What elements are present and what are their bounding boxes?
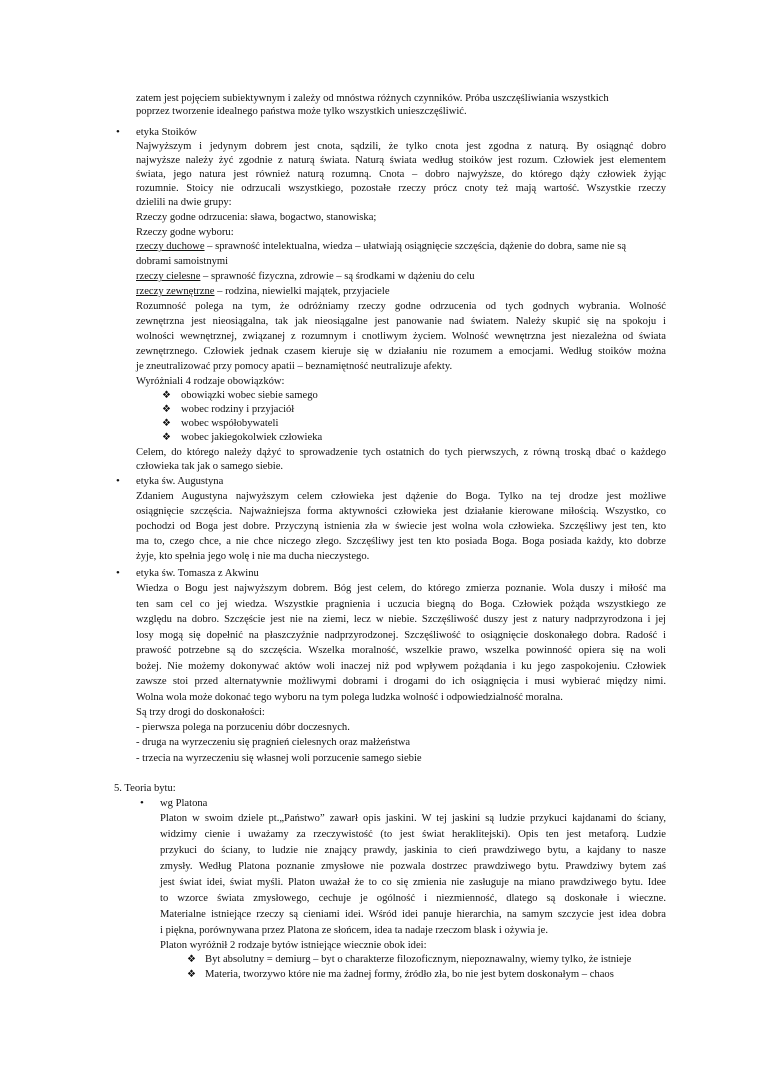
stoic-chosen-things: Rzeczy godne wyboru: (136, 227, 234, 238)
intro-line: poprzez tworzenie idealnego państwa może tylko wszystkich unieszczęśliwić. (136, 106, 467, 117)
plato-line: i piękna, porównywana przez Platona ze słońcem, idea ta nadaje rzeczom blask i ożywia je. (160, 925, 548, 936)
intro-line: zatem jest pojęciem subiektywnym i zależy od mnóstwa różnych czynników. Próba uszczęśliwiania wszystkich (136, 93, 609, 104)
duty-item: obowiązki wobec siebie samego (181, 390, 318, 401)
external-desc: – rodzina, niewielki majątek, przyjaciele (214, 286, 390, 297)
stoic-rejected-things: Rzeczy godne odrzucenia: sława, bogactwo, stanowiska; (136, 212, 377, 223)
aquinas-paths-intro: Są trzy drogi do doskonałości: (136, 707, 265, 718)
bullet-icon: • (116, 567, 120, 579)
stoic-paragraph2-line: Rozumność polega na tym, że odróżniamy rzeczy godne odrzucenia od tych godnych wybrania. Wolność (136, 301, 666, 312)
duty-item: wobec współobywateli (181, 418, 279, 429)
stoic-paragraph-line: świata, jego natura jest również naturą rozumną. Cnota – dobro najwyższe, do którego dąży człowiek żyjąc (136, 169, 666, 180)
stoic-paragraph-line: dzielili na dwie grupy: (136, 197, 232, 208)
diamond-bullet-icon: ❖ (187, 969, 196, 980)
section-heading-aquinas: etyka św. Tomasza z Akwinu (136, 568, 259, 579)
spiritual-term: rzeczy duchowe (136, 241, 205, 252)
plato-type-item: Materia, tworzywo które nie ma żadnej formy, źródło zła, bo nie jest bytem doskonałym – chaos (205, 969, 614, 980)
aquinas-line: prawość potrzebne są do szczęścia. Wszelka moralność, wszelkie prawo, wszelka powinność opiera się na woli (136, 645, 666, 656)
stoic-spiritual-continued: dobrami samoistnymi (136, 256, 229, 267)
stoic-paragraph-line: Najwyższym i jedynym dobrem jest cnota, sądzili, że tylko cnota jest zgodna z naturą. By osiągnąć dobro (136, 141, 666, 152)
external-term: rzeczy zewnętrzne (136, 286, 215, 297)
diamond-bullet-icon: ❖ (162, 390, 171, 401)
section-heading-stoic: etyka Stoików (136, 127, 197, 138)
aquinas-line: ten sam cel co jej wiedza. Wszystkie pragnienia i uczucia biegną do Boga. Człowiek pożąda wszystkiego ze (136, 599, 666, 610)
aquinas-path: - druga na wyrzeczeniu się pragnień cielesnych oraz małżeństwa (136, 737, 411, 748)
aquinas-line: Wiedza o Bogu jest najwyższym dobrem. Bóg jest celem, do którego zmierza poznanie. Wola duszy i miłość ma (136, 583, 666, 594)
stoic-closing-line: człowieka tak jak o samego siebie. (136, 461, 284, 472)
bullet-icon: • (116, 475, 120, 487)
aquinas-line: losy mogą się dopełnić na płaszczyźnie nadprzyrodzonej. Szczęśliwość to osiągnięcie doskonałego dobra. Radość i (136, 630, 666, 641)
aquinas-line: Wolna wola może dokonać tego wyboru na tym polega ludzka wolność i odpowiedzialność moralna. (136, 692, 563, 703)
stoic-paragraph-line: najwyższe należy żyć zgodnie z naturą świata. Naturą świata według stoików jest rozum. Człowiek jest elementem (136, 155, 666, 166)
aquinas-path: - trzecia na wyrzeczeniu się własnej woli porzucenie samego siebie (136, 753, 422, 764)
plato-line: jest świat idei, świat myśli. Platon uważał że to co się zmienia nie zasługuje na miano prawdziwego bytu. Idee (160, 877, 666, 888)
section-sub-plato: wg Platona (160, 798, 208, 809)
plato-line: to wzorce świata zmysłowego, cechuje je ogólność i niezmienność, dlatego są doskonałe i wieczne. (160, 893, 666, 904)
plato-line: Materialne istniejące rzeczy są cieniami idei. Wśród idei panuje hierarchia, na samym szczycie jest idea dobra (160, 909, 666, 920)
plato-line: zmysły. Według Platona poznanie zmysłowe nie pozwala dostrzec prawdziwego bytu. Prawdziwy bytem zaś (160, 861, 666, 872)
stoic-spiritual-things (136, 240, 626, 253)
bullet-icon: • (116, 126, 120, 138)
duty-item: wobec rodziny i przyjaciół (181, 404, 295, 415)
stoic-paragraph2-line: je zneutralizować przy pomocy apatii – beznamiętność neutralizuje afekty. (136, 361, 453, 372)
aquinas-path: - pierwsza polega na porzuceniu dóbr doczesnych. (136, 722, 350, 733)
augustine-line: pochodzi od Boga jest dobre. Przyczyną istnienia zła w świecie jest wolna wola człowieka. Szczęśliwy jest ten, kto (136, 521, 666, 532)
diamond-bullet-icon: ❖ (162, 418, 171, 429)
augustine-line: osiągnięcie szczęścia. Najważniejsza forma aktywności człowieka jest działanie kierowane miłością. Wszystko, co (136, 506, 666, 517)
diamond-bullet-icon: ❖ (162, 432, 171, 443)
stoic-external-things (136, 285, 390, 298)
plato-line: widzimy cienie i uważamy za rzeczywistość (to jest świat heraklitejski). Opis ten jest metaforą. Ludzie (160, 829, 666, 840)
section-title-theory-of-being: 5. Teoria bytu: (114, 783, 176, 794)
aquinas-line: bożej. Nie możemy dokonywać aktów woli inaczej niż pod wpływem pożądania i ku jego zaspokojeniu. Człowiek (136, 661, 666, 672)
stoic-paragraph2-line: zewnętrznego. Człowiek jednak czasem kieruje się w działaniu nie rozumem a emocjami. Według stoików można (136, 346, 666, 357)
bullet-icon: • (140, 797, 144, 809)
stoic-paragraph-line: rozumnie. Stoicy nie odrzucali wszystkiego, pozostałe rzeczy prócz cnoty też mają wartość. Wszystkie rzeczy (136, 183, 666, 194)
bodily-term: rzeczy cielesne (136, 271, 201, 282)
diamond-bullet-icon: ❖ (162, 404, 171, 415)
stoic-closing-line: Celem, do którego należy dążyć to sprowadzenie tych ostatnich do tych pierwszych, z równą troską dbać o każdego (136, 447, 666, 458)
plato-line: przykuci do ściany, to ludzie nie znający prawdy, jaskinia to cień prawdziwego bytu, a kajdany to nasze (160, 845, 666, 856)
stoic-bodily-things (136, 270, 475, 283)
plato-type-item: Byt absolutny = demiurg – byt o charakterze filozoficznym, niepoznawalny, wiemy tylko, że istnieje (205, 954, 632, 965)
diamond-bullet-icon: ❖ (187, 954, 196, 965)
duty-item: wobec jakiegokolwiek człowieka (181, 432, 323, 443)
aquinas-line: względu na dobro. Szczęście jest nie na ziemi, lecz w niebie. Szczęśliwość duszy jest z natury nadprzyrodzona i jej (136, 614, 666, 625)
augustine-line: Zdaniem Augustyna najwyższym celem człowieka jest dążenie do Boga. Tylko na tej drodze jest możliwe (136, 491, 666, 502)
stoic-paragraph2-line: zewnętrzna jest nieosiągalna, tak jak nieosiągalne jest panowanie nad światem. Należy skupić się na spokoju i (136, 316, 666, 327)
plato-types-intro: Platon wyróżnił 2 rodzaje bytów istniejące wiecznie obok idei: (160, 940, 427, 951)
stoic-duties-intro: Wyróżniali 4 rodzaje obowiązków: (136, 376, 285, 387)
section-heading-augustine: etyka św. Augustyna (136, 476, 224, 487)
bodily-desc: – sprawność fizyczna, zdrowie – są środkami w dążeniu do celu (200, 271, 475, 282)
plato-line: Platon w swoim dziele pt.„Państwo” zawarł opis jaskini. W tej jaskini są ludzie przykuci kajdanami do ściany, (160, 813, 666, 824)
stoic-paragraph2-line: wolności wewnętrznej, związanej z rozumnym i cnotliwym życiem. Wolność wewnętrzna jest niezależna od świata (136, 331, 666, 342)
aquinas-line: zawsze stoi przed alternatywnie możliwymi dobrami i drogami do ich osiągnięcia i musi wybierać między nimi. (136, 676, 666, 687)
spiritual-desc: – sprawność intelektualna, wiedza – ułatwiają osiągnięcie szczęścia, dążenie do dobra, same nie są (204, 241, 627, 252)
augustine-line: żyje, kto spełnia jego wolę i nie ma ducha nieczystego. (136, 551, 370, 562)
augustine-line: ma to, czego chce, a nie chce niczego złego. Szczęśliwy jest ten kto posiada Boga. Boga posiada każdy, kto dobrze (136, 536, 666, 547)
